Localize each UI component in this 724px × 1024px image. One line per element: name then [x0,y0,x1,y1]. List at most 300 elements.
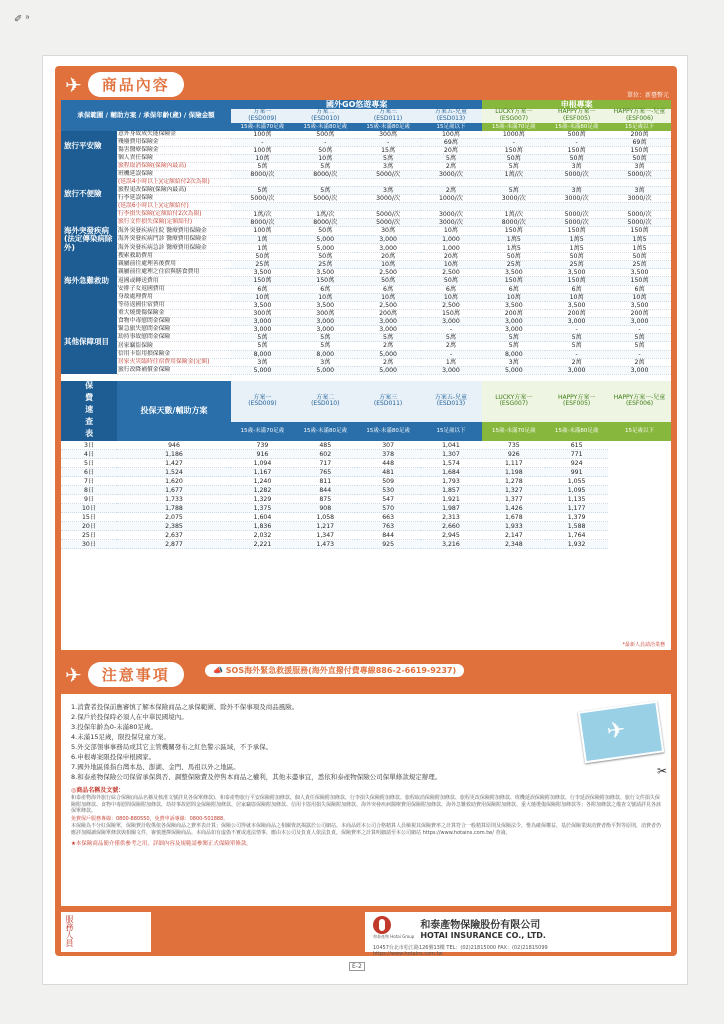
premium-row [61,477,671,486]
coverage-value [357,203,420,211]
plan-age: 15歲-未滿70足歲 [482,123,545,131]
coverage-row [61,131,671,139]
brochure-page [42,55,688,985]
coverage-value: 6萬 [420,285,483,293]
premium-plan-header [608,381,671,422]
coverage-value: 3萬 [545,163,608,171]
product-section-title: 商品內容 [88,72,184,97]
premium-value: 1,117 [482,459,545,468]
coverage-value: 2,500 [357,301,420,309]
coverage-value: 100萬 [231,227,294,236]
premium-row [61,441,671,450]
premium-value: 1,186 [117,450,231,459]
premium-days: 9日 [61,495,117,504]
coverage-row [61,301,671,309]
coverage-row [61,138,671,146]
coverage-value: 5000/次 [608,171,671,179]
coverage-value: 10萬 [231,154,294,162]
plan-name: 方案三 [379,393,398,401]
premium-value: 1,684 [420,468,483,477]
company-name-en: HOTAI INSURANCE CO., LTD. [420,931,546,940]
coverage-row [61,195,671,203]
coverage-value: 50萬 [482,253,545,261]
plan-header [231,109,294,123]
coverage-value: 3000/次 [357,195,420,203]
coverage-item: 居家火災臨時住宿費用保險金(定額) [117,358,231,366]
coverage-value: 3萬 [608,186,671,194]
map-stamp-image [578,701,664,764]
coverage-value: 5萬 [231,186,294,194]
coverage-value: 10萬 [294,293,357,301]
premium-days: 4日 [61,450,117,459]
coverage-value: 3,500 [482,269,545,277]
coverage-value: 5萬 [231,163,294,171]
unit-label: 單位：新臺幣元 [626,92,669,99]
plan-age: 15足歲以下 [608,123,671,131]
coverage-value: 5000/次 [608,219,671,227]
plan-code: (ESD010) [311,115,340,123]
premium-value: 2,221 [231,540,294,549]
premium-value: 1,987 [420,504,483,513]
coverage-value: 2萬 [357,342,420,350]
plan-code: (ESD009) [248,115,277,123]
coverage-value: 5000/次 [357,171,420,179]
notice-item: 8.和泰產物保險公司保留承保與否、調整保險費及停售本商品之權利，其他未盡事宜，悉依和泰產物保險公司保單條款規定辦理。 [71,773,442,781]
coverage-item: 居家竊盜保險 [117,342,231,350]
company-box [365,912,671,957]
coverage-value: 10萬 [357,293,420,301]
coverage-value: 3,500 [294,269,357,277]
coverage-value: 200萬 [545,309,608,317]
premium-value: 2,385 [117,522,231,531]
coverage-value: 5,000 [294,235,357,244]
coverage-value: 50萬 [357,277,420,285]
coverage-value: 6萬 [231,285,294,293]
coverage-value: 8000/次 [294,171,357,179]
coverage-value: 2萬 [357,358,420,366]
coverage-value: 3,000 [357,326,420,334]
coverage-value: 15萬 [357,146,420,154]
coverage-value: 3,500 [545,301,608,309]
coverage-value: 200萬 [357,309,420,317]
premium-value: 1,240 [231,477,294,486]
coverage-item: 海外突發疾病急診 醫療費用保險金 [117,244,231,253]
coverage-value: 5萬 [294,163,357,171]
coverage-value [482,179,545,187]
premium-value: 916 [231,450,294,459]
coverage-value: 5萬 [608,342,671,350]
premium-plan-age: 15歲-未滿70足歲 [231,422,294,441]
premium-value: 2,637 [117,531,231,540]
company-logo [373,916,414,940]
coverage-item: 親屬前往處理善後費用 [117,261,231,269]
coverage-category: 其他保障項目 [61,309,117,374]
coverage-value: 500萬 [545,131,608,139]
premium-value: 485 [294,441,357,450]
premium-row [61,522,671,531]
coverage-value: 150萬 [482,146,545,154]
coverage-row [61,171,671,179]
coverage-value: 10萬 [420,227,483,236]
coverage-header-label: 承保範圍 / 輔助方案 / 承保年齡(歲) / 保險金額 [61,100,231,131]
coverage-item: 旅程更改保險(保險內最高) [117,186,231,194]
coverage-value: 3,500 [482,301,545,309]
premium-value: 2,945 [420,531,483,540]
coverage-value: 10萬 [294,154,357,162]
premium-plan-age: 15歲-未滿80足歲 [545,422,608,441]
product-section-header [65,72,184,97]
coverage-value: 200萬 [608,309,671,317]
premium-value: 844 [294,486,357,495]
coverage-value: 5000/次 [294,195,357,203]
premium-plan-age: 15歲-未滿70足歲 [482,422,545,441]
plan-code: (ESD011) [373,400,403,408]
premium-value: 1,055 [545,477,608,486]
coverage-value: 150萬 [545,146,608,154]
coverage-value: 25萬 [608,261,671,269]
premium-row [61,540,671,549]
coverage-row [61,309,671,317]
airplane-icon: ✈ [65,72,82,97]
coverage-value: 3,000 [420,318,483,326]
coverage-value: 3000/次 [482,195,545,203]
premium-value: 924 [545,459,608,468]
coverage-value: 5萬 [482,163,545,171]
coverage-value [545,203,608,211]
coverage-value: 8000/次 [231,219,294,227]
coverage-value: 3,000 [357,244,420,253]
coverage-value: 3000/次 [420,219,483,227]
coverage-value: 1萬5 [482,244,545,253]
coverage-item: 旅程取消保險(保險內最高) [117,163,231,171]
coverage-row [61,318,671,326]
premium-value: 765 [294,468,357,477]
coverage-value: 150萬 [545,277,608,285]
notice-item: 3.投保年齡為0-未滿80足歲。 [71,723,157,731]
coverage-value: 1萬 [231,235,294,244]
coverage-value [357,179,420,187]
premium-value: 570 [357,504,420,513]
plan-name: LUCKY方案一 [495,393,533,401]
premium-value: 991 [545,468,608,477]
premium-days: 10日 [61,504,117,513]
coverage-panel [61,100,671,650]
group-overseas: 國外GO悠遊專案 [231,100,482,109]
plan-code: (ESD011) [373,115,403,123]
coverage-value: 300萬 [294,309,357,317]
premium-value: 2,075 [117,513,231,522]
coverage-value: 1萬5 [608,244,671,253]
coverage-value: 3,000 [357,235,420,244]
coverage-value [231,203,294,211]
reference-footer: ★本保險商品簡介僅供參考之用，詳細內容及規範請參閱正式保險單條款。 [71,840,252,847]
coverage-value: 6萬 [357,285,420,293]
plan-code: (ESF005) [563,400,591,408]
notice-list [61,694,671,782]
premium-row [61,531,671,540]
premium-value: 1,620 [117,477,231,486]
notice-item: 4.未滿15足歲，限投保兒童方案。 [71,733,170,741]
coverage-value: 5萬 [482,334,545,342]
coverage-value: 10萬 [231,293,294,301]
coverage-value [482,203,545,211]
coverage-value: 5,000 [357,366,420,374]
plan-header [608,109,671,123]
coverage-value: 3,000 [231,326,294,334]
plan-name: HAPPY方案一 [557,393,596,401]
coverage-value: - [608,326,671,334]
coverage-row [61,293,671,301]
coverage-value: 2,500 [357,269,420,277]
coverage-value: 50萬 [608,154,671,162]
coverage-value: 1萬5 [608,235,671,244]
coverage-value: 69萬 [420,138,483,146]
coverage-value: 3萬 [545,186,608,194]
premium-row [61,504,671,513]
plan-code: (ESD010) [311,400,340,408]
premium-plan-header [231,381,294,422]
coverage-item: 安排子女返國費用 [117,285,231,293]
coverage-value: 3,000 [294,318,357,326]
plan-name: 方案三 [379,108,398,116]
coverage-value: 5,000 [294,366,357,374]
premium-value: 1,095 [545,486,608,495]
premium-row [61,459,671,468]
coverage-value: 1萬/次 [482,210,545,218]
coverage-value: 10萬 [545,293,608,301]
coverage-value: 5萬 [294,186,357,194]
coverage-value: 1000萬 [482,131,545,139]
coverage-value: 5萬 [231,342,294,350]
premium-value: 1,678 [482,513,545,522]
premium-plan-header [294,381,357,422]
coverage-row [61,342,671,350]
premium-value: 1,836 [231,522,294,531]
coverage-value: 8,000 [294,350,357,358]
coverage-row [61,334,671,342]
coverage-row [61,235,671,244]
coverage-value: 500萬 [294,131,357,139]
premium-value: 1,347 [294,531,357,540]
coverage-table [61,100,671,375]
plan-code: (ESF005) [563,115,591,123]
premium-value: 2,313 [420,513,483,522]
coverage-value: 5000/次 [231,195,294,203]
coverage-value: 20萬 [357,253,420,261]
premium-row [61,450,671,459]
coverage-value: 25萬 [231,261,294,269]
coverage-value: - [357,138,420,146]
coverage-value: 3,500 [608,301,671,309]
coverage-value: 150萬 [482,227,545,236]
coverage-value: 3,500 [545,269,608,277]
group-schengen: 申根專案 [482,100,671,109]
premium-value: 1,604 [231,513,294,522]
coverage-value: 3,000 [482,326,545,334]
coverage-item: 班機延誤保險 [117,171,231,179]
coverage-value: 25萬 [294,261,357,269]
plan-code: (ESG007) [499,400,528,408]
coverage-value: 1萬/次 [294,210,357,218]
coverage-value: 1萬/次 [231,210,294,218]
premium-value: 1,473 [294,540,357,549]
coverage-value [294,179,357,187]
coverage-value: 25萬 [545,261,608,269]
premium-value: 908 [294,504,357,513]
premium-value: 1,135 [545,495,608,504]
coverage-value: 50萬 [545,253,608,261]
coverage-value: 150萬 [545,227,608,236]
coverage-item: 海外突發疾病住院 醫療費用保險金 [117,227,231,236]
plan-code: (ESD013) [436,115,466,123]
premium-plan-header [545,381,608,422]
premium-value: 602 [294,450,357,459]
coverage-row [61,219,671,227]
coverage-category: 旅行平安險 [61,131,117,163]
plan-age: 15足歲以下 [420,123,483,131]
premium-value: 615 [545,441,608,450]
coverage-value: 20萬 [420,253,483,261]
coverage-value: 8,000 [482,350,545,358]
coverage-value: 3000/次 [420,171,483,179]
premium-value: 763 [357,522,420,531]
premium-plan-age: 15歲-未滿80足歲 [294,422,357,441]
coverage-value: 5萬 [357,154,420,162]
notice-item: 6.申根專案限投保申根國家。 [71,753,156,761]
coverage-item: 行李損失保險(定額給付2次為限) [117,210,231,218]
premium-note: *最新人員請洽業務 [622,642,665,648]
plan-name: 方案二 [316,108,335,116]
premium-value: 1,198 [482,468,545,477]
premium-days: 7日 [61,477,117,486]
premium-side-label: 保費速查表 [61,381,117,441]
coverage-value: 50萬 [294,227,357,236]
coverage-row [61,261,671,269]
premium-plan-age: 15足歲以下 [420,422,483,441]
premium-value: 3,216 [420,540,483,549]
premium-value: 1,177 [545,504,608,513]
coverage-row [61,227,671,236]
coverage-value: 1000/次 [420,195,483,203]
premium-days: 5日 [61,459,117,468]
coverage-value: 50萬 [294,253,357,261]
premium-title: 投保天數/輔助方案 [117,381,231,441]
premium-value: 378 [357,450,420,459]
coverage-value: 300萬 [357,131,420,139]
coverage-value: - [545,350,608,358]
premium-value: 1,167 [231,468,294,477]
premium-value: 875 [294,495,357,504]
coverage-item: (延誤6小時以上)(定額給付) [117,203,231,211]
coverage-value: 50萬 [231,253,294,261]
plan-header [294,109,357,123]
company-name-zh: 和泰產物保險股份有限公司 [420,920,541,931]
premium-row [61,513,671,522]
coverage-value: 50萬 [545,154,608,162]
premium-value: 844 [357,531,420,540]
coverage-value: - [608,350,671,358]
coverage-value: 150萬 [231,277,294,285]
coverage-value: - [545,138,608,146]
coverage-item: 食物中毒慰問金保險 [117,318,231,326]
plan-name: LUCKY方案一 [495,108,533,116]
premium-value: 2,877 [117,540,231,549]
premium-value: 1,524 [117,468,231,477]
coverage-row [61,277,671,285]
premium-plan-age: 15足歲以下 [608,422,671,441]
company-website[interactable]: https://www.hotains.com.tw [373,951,443,957]
coverage-value: - [231,138,294,146]
coverage-value: 2萬 [420,163,483,171]
coverage-row [61,366,671,374]
coverage-category: 海外突發疾病(法定傳染病除外) [61,227,117,253]
coverage-value [294,203,357,211]
coverage-value: 5,000 [482,366,545,374]
coverage-value: 1萬5 [482,235,545,244]
coverage-row [61,179,671,187]
coverage-value: 6萬 [482,285,545,293]
notice-item: 2.保戶於投保時必須人在中華民國境內。 [71,713,188,721]
premium-value: 1,733 [117,495,231,504]
coverage-item: 信用卡盜用損保險金 [117,350,231,358]
premium-value: 1,217 [294,522,357,531]
coverage-value: - [420,326,483,334]
coverage-value [545,179,608,187]
plan-header [357,109,420,123]
notice-item: 5.外交部領事事務局或其它主管機關發布之紅色警示區域，不予承保。 [71,743,273,751]
premium-value: 1,574 [420,459,483,468]
coverage-value: 3000/次 [608,195,671,203]
premium-value: 1,282 [231,486,294,495]
premium-value: 2,660 [420,522,483,531]
sos-hotline-banner [205,664,464,677]
logo-caption: 和泰產物 Hotai Group [373,934,415,939]
coverage-category: 海外急難救助 [61,253,117,310]
coverage-item: 旅行文件損失保險(定額給付) [117,219,231,227]
coverage-value: 200萬 [482,309,545,317]
coverage-value: 50萬 [420,277,483,285]
coverage-item: (延誤4小時以上)(定額給付2次為限) [117,179,231,187]
coverage-item: 個人責任保險 [117,154,231,162]
premium-value: 1,377 [482,495,545,504]
coverage-value: 3萬 [231,358,294,366]
premium-value: 2,348 [482,540,545,549]
coverage-value: 100萬 [231,146,294,154]
agent-label: 服務人員 [65,915,74,947]
coverage-value: 100萬 [420,131,483,139]
coverage-value: 3,500 [231,269,294,277]
coverage-value [420,179,483,187]
sos-hotline-text: SOS海外緊急救援服務(海外直撥付費專線886-2-6619-9237) [225,666,457,675]
coverage-value: 6萬 [545,285,608,293]
coverage-value: 8000/次 [294,219,357,227]
plan-age: 15歲-未滿70足歲 [231,123,294,131]
coverage-value: 1,000 [420,235,483,244]
coverage-value [231,179,294,187]
coverage-row [61,154,671,162]
plan-age: 15歲-未滿80足歲 [545,123,608,131]
coverage-value: 1萬/次 [482,171,545,179]
coverage-value: 5000/次 [545,219,608,227]
coverage-value: 1萬 [231,244,294,253]
coverage-value: 3萬 [608,163,671,171]
premium-row [61,495,671,504]
premium-plan-header [482,381,545,422]
coverage-value: 3萬 [357,163,420,171]
coverage-value: 3,500 [294,301,357,309]
coverage-row [61,350,671,358]
premium-value: 307 [357,441,420,450]
